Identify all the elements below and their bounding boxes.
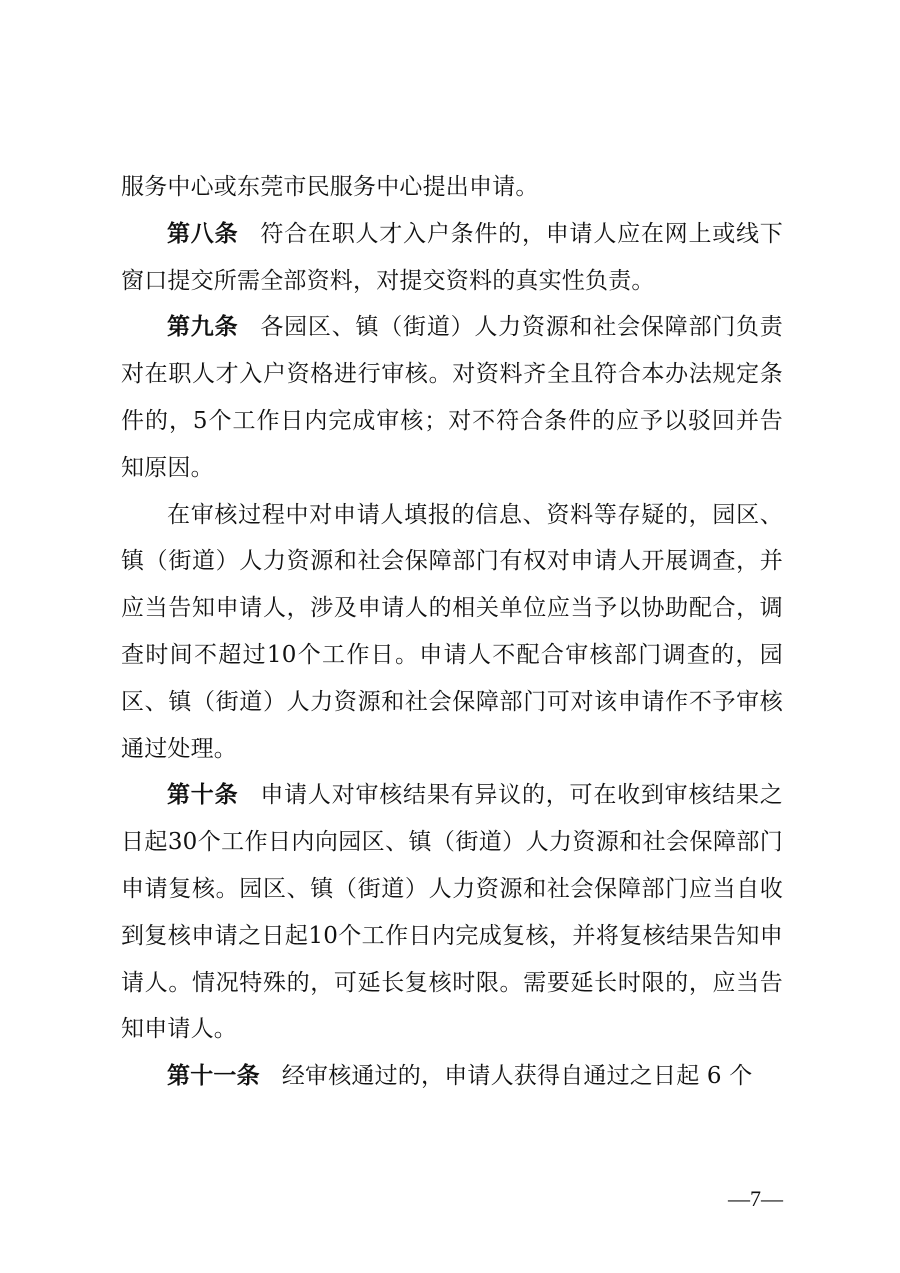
article-10-paragraph	[121, 772, 783, 1053]
article-8-label: 第八条	[167, 219, 239, 247]
paragraph-continuation	[121, 164, 783, 211]
page-number: —7—	[728, 1186, 783, 1211]
article-8-text: 符合在职人才入户条件的，申请人应在网上或线下窗口提交所需全部资料，对提交资料的真实性负责。	[121, 220, 783, 294]
article-9-paragraph	[121, 304, 783, 491]
article-11-paragraph	[121, 1053, 783, 1100]
article-11-text: 经审核通过的，申请人获得自通过之日起 6 个	[281, 1063, 753, 1090]
article-8-paragraph	[121, 211, 783, 305]
article-9-subparagraph-text: 在审核过程中对申请人填报的信息、资料等存疑的，园区、镇（街道）人力资源和社会保障部门有权对申请人开展调查，并应当告知申请人，涉及申请人的相关单位应当予以协助配合，调查时间不超过10个工作日。申请人不配合审核部门调查的，园区、镇（街道）人力资源和社会保障部门可对该申请作不予审核通过处理。	[121, 501, 783, 762]
article-9-text: 各园区、镇（街道）人力资源和社会保障部门负责对在职人才入户资格进行审核。对资料齐全且符合本办法规定条件的，5个工作日内完成审核；对不符合条件的应予以驳回并告知原因。	[121, 314, 783, 481]
article-9-label: 第九条	[167, 313, 239, 341]
article-10-text: 申请人对审核结果有异议的，可在收到审核结果之日起30个工作日内向园区、镇（街道）人力资源和社会保障部门申请复核。园区、镇（街道）人力资源和社会保障部门应当自收到复核申请之日起10个工作日内完成复核，并将复核结果告知申请人。情况特殊的，可延长复核时限。需要延长时限的，应当告知申请人。	[121, 782, 783, 1043]
article-10-label: 第十条	[167, 781, 239, 809]
article-9-subparagraph	[121, 492, 783, 773]
document-body	[121, 164, 783, 1100]
paragraph-text: 服务中心或东莞市民服务中心提出申请。	[121, 174, 539, 200]
article-11-label: 第十一条	[167, 1062, 260, 1090]
